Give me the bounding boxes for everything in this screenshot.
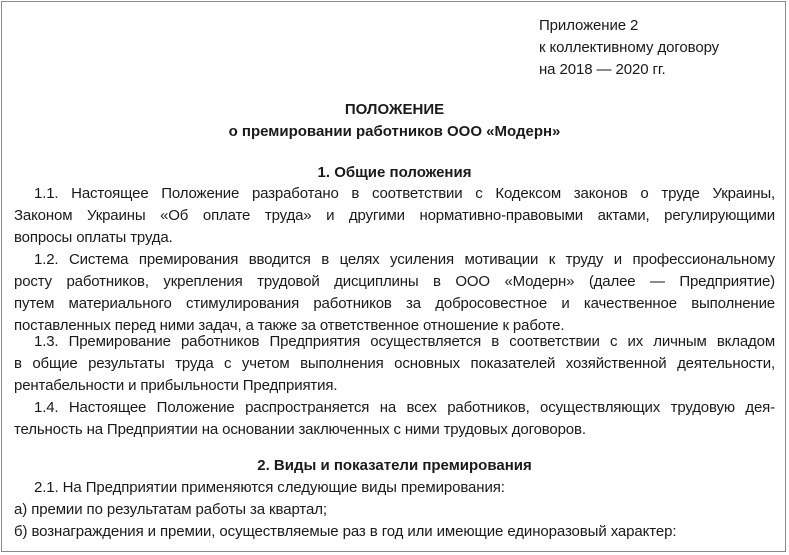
appendix-line-2: к коллективному договору [539,39,720,56]
paragraph-line: 1.1. Настоящее Положение разработано в соответствии с Кодексом законов о труде Украины, [34,185,775,202]
section-2-heading: 2. Виды и показатели премирования [257,457,532,474]
paragraph-1-4 [14,397,775,441]
paragraph-line: в общие результаты труда с учетом выполнения основных показателей хозяйственной деятельности, [14,355,775,372]
section-1-heading: 1. Общие положения [317,164,472,181]
appendix-note [539,15,719,81]
paragraph-1-3 [14,331,775,397]
paragraph-line: тельность на Предприятии на основании заключенных с ними трудовых договоров. [14,421,586,438]
paragraph-line: 1.2. Система премирования вводится в целях усиления мотивации к труду и профессиональному [34,251,775,268]
list-item-b: б) вознаграждения и премии, осуществляемые раз в год или имеющие единоразовый характер: [14,523,677,540]
document-subtitle: о премировании работников ООО «Модерн» [228,123,561,140]
paragraph-line: 1.3. Премирование работников Предприятия осуществляется в соответствии с их личным вкладом [34,333,775,350]
document-title: ПОЛОЖЕНИЕ [344,101,445,118]
paragraph-line: поставленных перед ними задач, а также за ответственное отношение к работе. [14,317,565,334]
paragraph-line: вопросы оплаты труда. [14,229,173,246]
paragraph-line: путем материального стимулирования работников за добросовестное и качественное выполнение [14,295,775,312]
appendix-line-1: Приложение 2 [539,17,639,34]
appendix-line-3: на 2018 — 2020 гг. [539,61,666,78]
paragraph-2-1: 2.1. На Предприятии применяются следующие виды премирования: [34,479,505,496]
paragraph-line: рентабельности и прибыльности Предприятия. [14,377,338,394]
paragraph-line: 1.4. Настоящее Положение распространяется на всех работников, осуществляющих трудовую дея- [34,399,775,416]
paragraph-1-1 [14,183,775,249]
list-item-a: а) премии по результатам работы за квартал; [14,501,327,518]
paragraph-line: росту работников, укрепления трудовой дисциплины в ООО «Модерн» (далее — Предприятие) [14,273,775,290]
paragraph-1-2 [14,249,775,337]
paragraph-line: Законом Украины «Об оплате труда» и другими нормативно-правовыми актами, регулирующими [14,207,775,224]
